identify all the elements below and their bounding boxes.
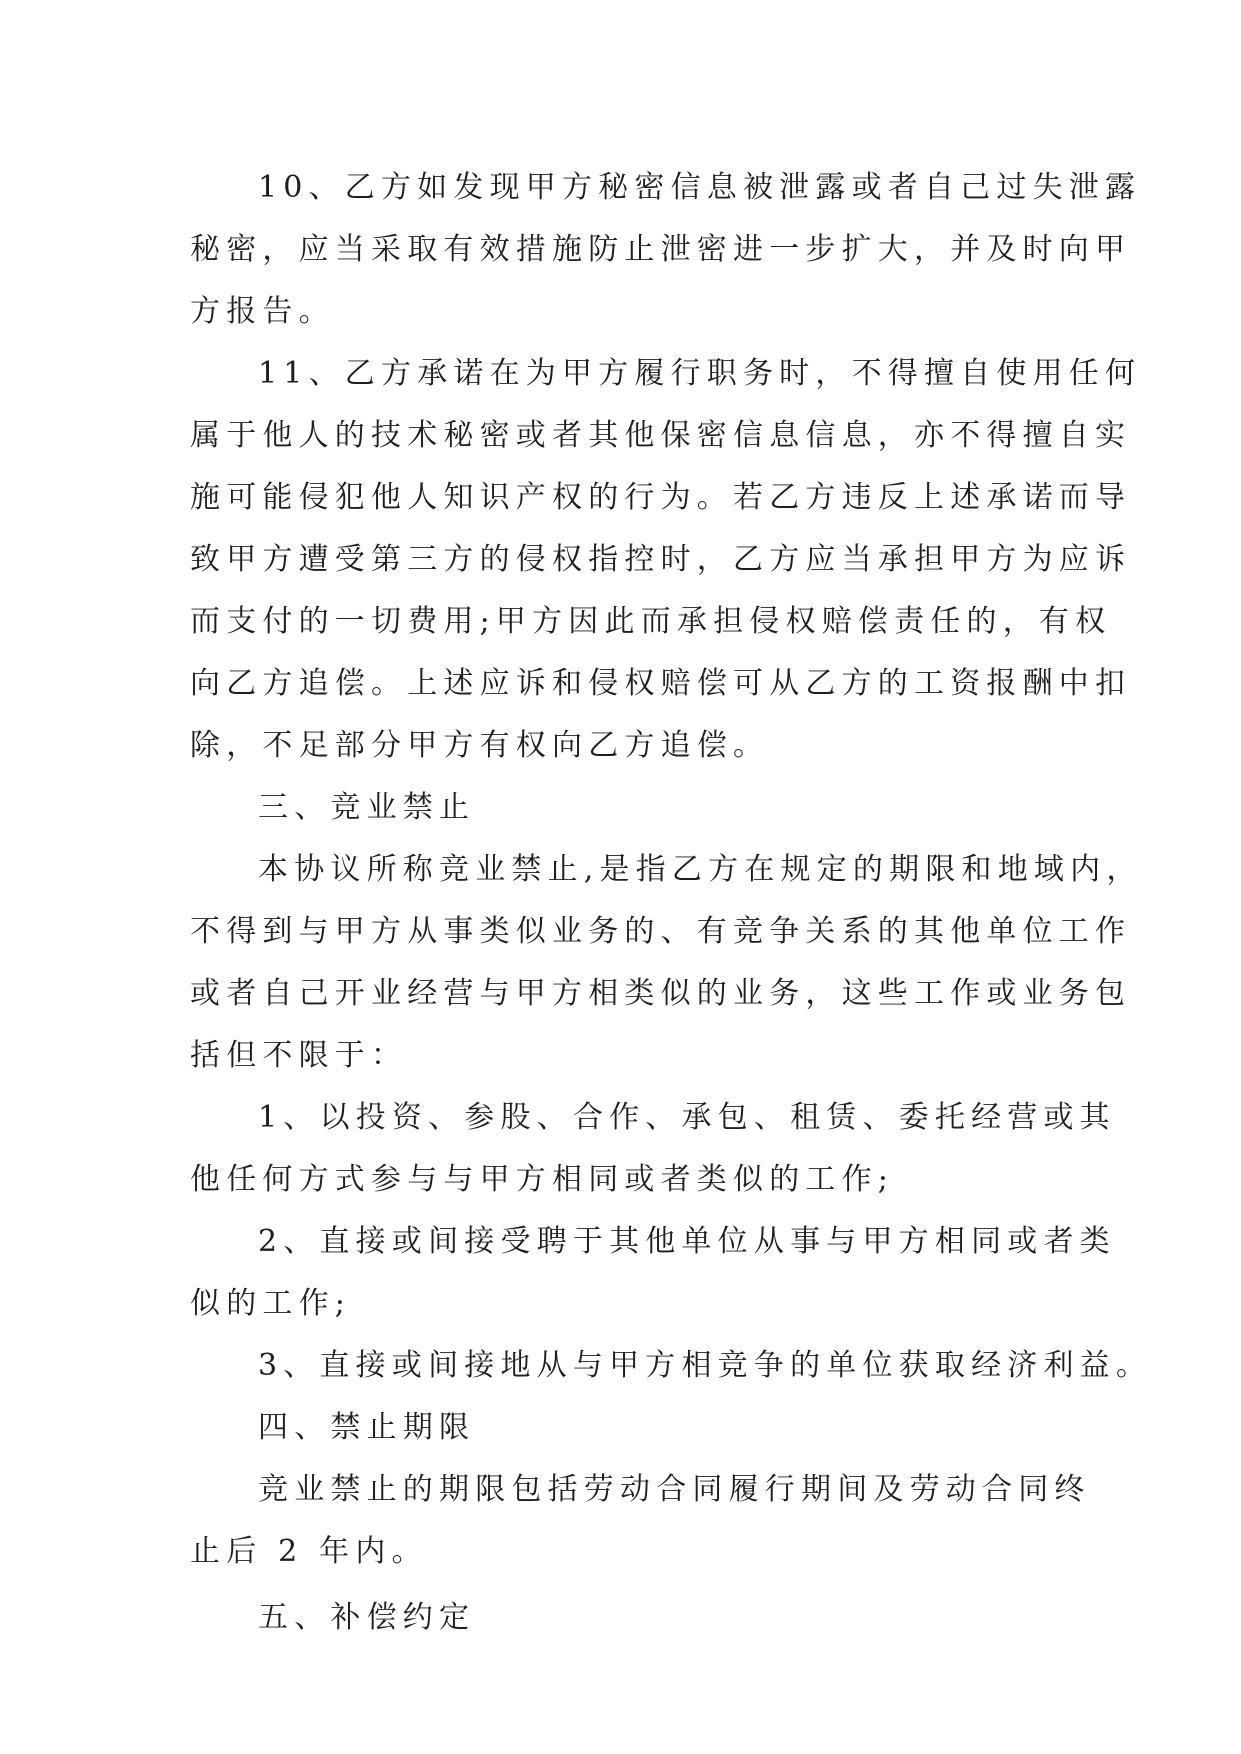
- clause-10-line-3: 方报告。: [190, 294, 335, 329]
- item-3-line-1: 3、直接或间接地从与甲方相竞争的单位获取经济利益。: [258, 1348, 1153, 1383]
- clause-10-line-1: 10、乙方如发现甲方秘密信息被泄露或者自己过失泄露: [258, 170, 1142, 205]
- section-3-intro-line-2: 不得到与甲方从事类似业务的、有竞争关系的其他单位工作: [190, 914, 1132, 949]
- clause-11-line-2: 属于他人的技术秘密或者其他保密信息信息，亦不得擅自实: [190, 418, 1132, 453]
- section-3-intro-line-4: 括但不限于：: [190, 1038, 408, 1073]
- item-1-line-2: 他任何方式参与与甲方相同或者类似的工作;: [190, 1162, 895, 1197]
- clause-11-line-7: 除，不足部分甲方有权向乙方追偿。: [190, 728, 770, 763]
- section-3-intro-line-3: 或者自己开业经营与甲方相类似的业务，这些工作或业务包: [190, 976, 1132, 1011]
- clause-11-line-3: 施可能侵犯他人知识产权的行为。若乙方违反上述承诺而导: [190, 480, 1132, 515]
- item-2-line-2: 似的工作;: [190, 1286, 352, 1321]
- item-1-line-1: 1、以投资、参股、合作、承包、租赁、委托经营或其: [258, 1100, 1116, 1135]
- section-3-intro: [190, 839, 1143, 1087]
- section-5-heading: 五、补偿约定: [258, 1600, 476, 1635]
- clause-11-line-5: 而支付的一切费用;甲方因此而承担侵权赔偿责任的，有权: [190, 604, 1112, 639]
- section-3-item-3: [190, 1335, 1153, 1397]
- section-3-item-1: [190, 1087, 1116, 1211]
- clause-11-line-1: 11、乙方承诺在为甲方履行职务时，不得擅自使用任何: [258, 356, 1142, 391]
- section-3-heading: 三、竞业禁止: [258, 790, 476, 825]
- section-3-intro-line-1: 本协议所称竞业禁止,是指乙方在规定的期限和地域内，: [258, 852, 1143, 887]
- section-4-body-line-2: 止后 2 年内。: [190, 1534, 428, 1569]
- clause-10-line-2: 秘密，应当采取有效措施防止泄密进一步扩大，并及时向甲: [190, 232, 1132, 267]
- item-2-line-1: 2、直接或间接受聘于其他单位从事与甲方相同或者类: [258, 1224, 1116, 1259]
- section-4-body-line-1: 竞业禁止的期限包括劳动合同履行期间及劳动合同终: [258, 1472, 1091, 1507]
- section-4-body: [190, 1459, 1091, 1583]
- section-4-heading: 四、禁止期限: [258, 1410, 476, 1445]
- clause-10: [190, 157, 1142, 343]
- clause-11: [190, 343, 1142, 777]
- section-3-item-2: [190, 1211, 1116, 1335]
- clause-11-line-6: 向乙方追偿。上述应诉和侵权赔偿可从乙方的工资报酬中扣: [190, 666, 1132, 701]
- document-body: [190, 157, 1153, 1649]
- clause-11-line-4: 致甲方遭受第三方的侵权指控时，乙方应当承担甲方为应诉: [190, 542, 1132, 577]
